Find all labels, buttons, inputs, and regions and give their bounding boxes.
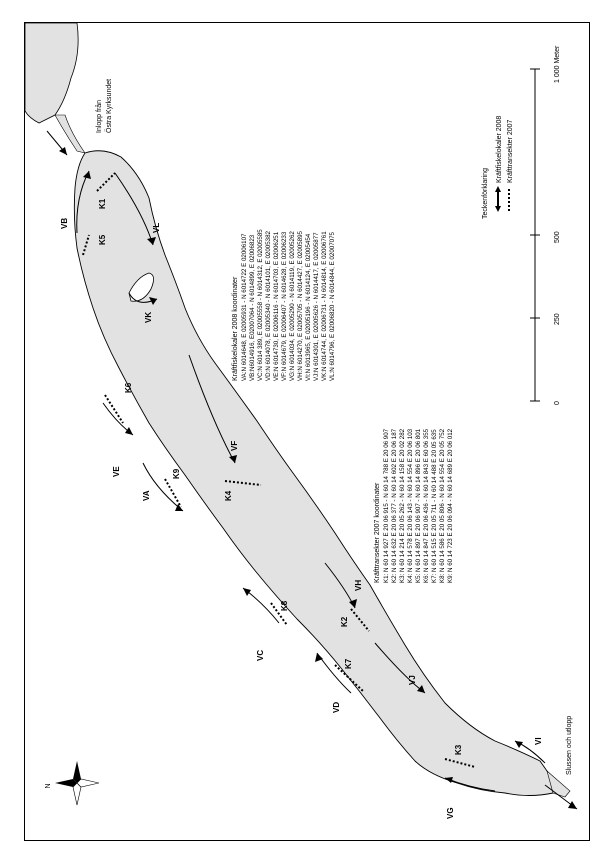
- lokal-row: VF:N 6014679, E 02006407 - N 6014628, E 02006233: [281, 231, 288, 381]
- label-vi: VI: [534, 737, 543, 745]
- route-vd-head: [315, 653, 323, 662]
- scale-bar: [530, 45, 561, 405]
- inlet-channel: [55, 115, 85, 153]
- label-k3: K3: [454, 744, 463, 755]
- scale-tick-250: 250: [554, 313, 561, 325]
- transekt-row: K4: N 60 14 578 E 20 06 143 - N 60 14 554 E 20 06 103: [407, 428, 414, 583]
- route-vc-head: [243, 588, 251, 596]
- north-label: N: [45, 783, 52, 789]
- label-vj: VJ: [408, 675, 417, 685]
- transekt-row: K8: N 60 14 586 E 20 05 806 - N 60 14 554 E 20 05 752: [439, 428, 446, 583]
- lokaler-title: Kräftfiskelokaler 2008 koordinater: [232, 276, 239, 381]
- legend-item-2008: Kräftfiskelokaler 2008: [496, 115, 503, 183]
- label-k8: K8: [280, 600, 289, 611]
- legend-title: Teckenförklaring: [482, 168, 489, 219]
- label-vf: VF: [230, 440, 239, 451]
- transekt-row: K7: N 60 14 515 E 20 05 711 - N 60 14 488 E 20 05 635: [431, 429, 438, 583]
- lokal-row: VC:N 6014 389, E 02005558 - N 6014312, E 02005585: [257, 229, 264, 381]
- lokal-row: VA:N 6014648, E 02005931 - N 6014722 E 02006107: [241, 233, 248, 381]
- lokal-row: VD:N 6014078, E 02005340 - N 6014101, E 02005382: [265, 231, 272, 381]
- lokal-row: VK:N 6014744, E 02006731 - N 6014814, E 02006761: [321, 231, 328, 381]
- lokal-row: VG:N 6014034, E 02005290 - N 6014119, E 02005262: [289, 231, 296, 381]
- lokal-row: VL:N 6014796, E 02006820 - N 6014844, E 02007075: [329, 232, 336, 381]
- scale-tick-0: 0: [554, 401, 561, 405]
- lokal-row: VH:N 6014270, E 02005705 - N 6014427, E 02005895: [297, 231, 304, 381]
- inlet-label-line2: Östra Kyrksundet: [106, 78, 113, 133]
- lokal-row: VI:N 6013965, E 02005196 - N 6014124, E 02005454: [305, 233, 312, 381]
- transekter-2007-table: [374, 428, 454, 583]
- transekt-row: K2: N 60 14 632 E 20 06 377 - N 60 14 602 E 20 06 187: [391, 428, 398, 583]
- route-vg-head: [445, 777, 453, 783]
- transekt-row: K5: N 60 14 897 E 20 06 907 - N 60 14 896 E 20 06 801: [415, 428, 422, 583]
- label-vc: VC: [256, 649, 265, 661]
- legend: [482, 116, 514, 219]
- ostra-kyrksundet-water: [25, 23, 78, 123]
- label-vh: VH: [354, 579, 363, 591]
- lokal-row: VJ:N 6014301, E 02005626 - N 6014417, E 02005877: [313, 232, 320, 381]
- label-vb: VB: [60, 217, 69, 229]
- label-va: VA: [142, 490, 151, 501]
- inlet-arrow: [47, 131, 67, 155]
- label-ve: VE: [112, 466, 121, 477]
- label-k5: K5: [98, 234, 107, 245]
- legend-item-2007: Kräfttransekter 2007: [507, 119, 514, 183]
- label-vl: VL: [152, 222, 161, 233]
- label-k9: K9: [172, 468, 181, 479]
- transekter-title: Kräfttransekter 2007 koordinater: [374, 482, 381, 583]
- scale-unit: 1 000 Meter: [554, 45, 561, 83]
- lokal-row: VE:N 6014730, E 02006116 - N 6014703, E 02006251: [273, 231, 280, 381]
- transekt-row: K6: N 60 14 847 E 20 06 436 - N 60 14 843 E 60 06 355: [423, 428, 430, 583]
- label-vg: VG: [446, 807, 455, 819]
- legend-arrow-symbol: [495, 186, 501, 212]
- transekt-row: K9: N 60 14 723 E 20 06 094 - N 60 14 689 E 20 06 012: [447, 428, 454, 583]
- route-ve-head: [125, 427, 133, 435]
- inlet-label-line1: Inlopp från: [96, 99, 103, 133]
- label-k6: K6: [124, 382, 133, 393]
- lokal-row: VB:N6014916, E02007064 - N 6014899, E 02006823: [249, 234, 256, 381]
- map-frame: [24, 22, 590, 841]
- outlet-label: Slussen och utlopp: [566, 715, 573, 775]
- label-vd: VD: [332, 701, 341, 713]
- lokaler-2008-table: [232, 229, 336, 381]
- transekt-row: K3: N 60 14 214 E 20 05 262 - N 60 14 158 E 20 02 282: [399, 428, 406, 583]
- transekt-row: K1: N 60 14 927 E 20 06 915 - N 60 14 788 E 20 06 907: [383, 428, 390, 583]
- label-k4: K4: [224, 490, 233, 501]
- north-arrow: [45, 761, 99, 805]
- label-k2: K2: [340, 616, 349, 627]
- label-k1: K1: [98, 198, 107, 209]
- label-vk: VK: [144, 311, 153, 323]
- label-k7: K7: [344, 658, 353, 669]
- scale-tick-500: 500: [554, 231, 561, 243]
- map-canvas: [25, 23, 589, 840]
